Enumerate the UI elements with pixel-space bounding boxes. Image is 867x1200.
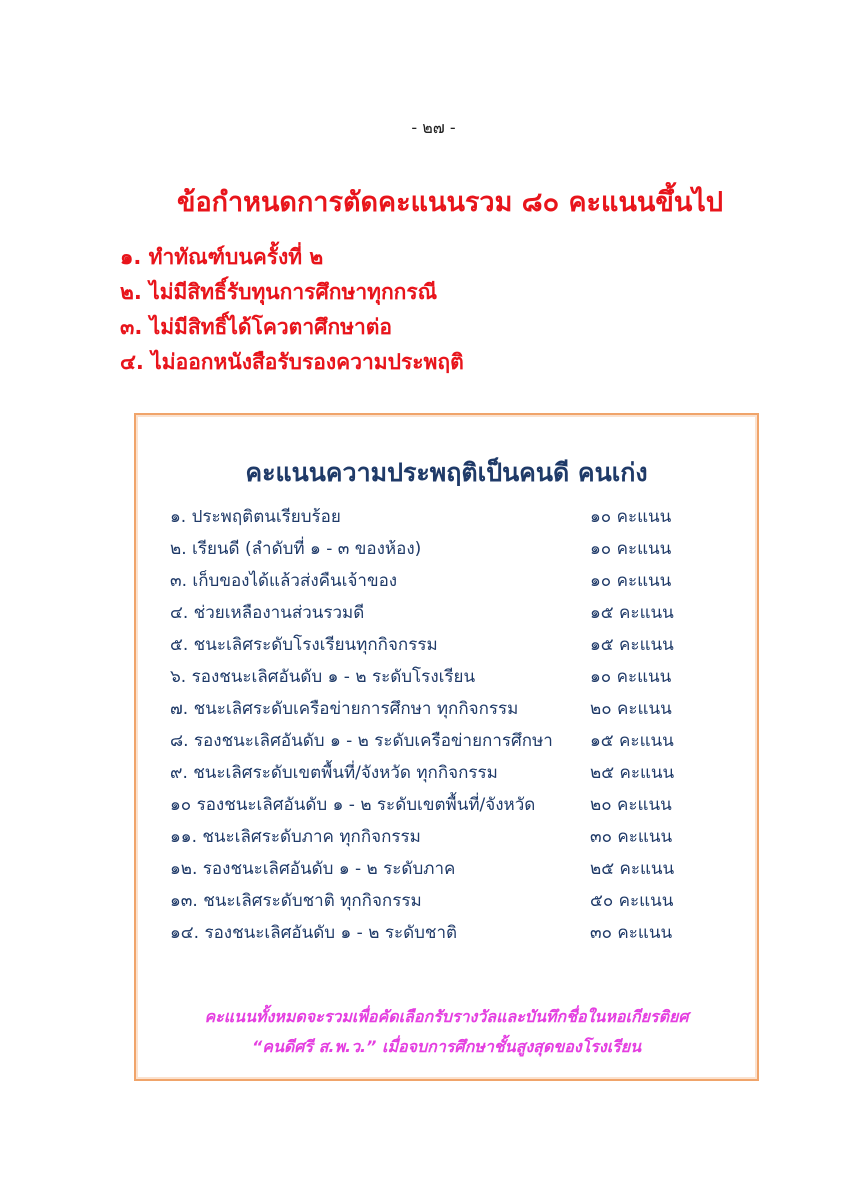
merit-points: ๒๕ คะแนน bbox=[590, 859, 675, 879]
merit-row bbox=[170, 757, 690, 789]
merit-points: ๒๐ คะแนน bbox=[590, 795, 672, 815]
merit-row bbox=[170, 693, 690, 725]
merit-row bbox=[170, 885, 690, 917]
merit-row bbox=[170, 789, 690, 821]
honor-hall-note-line: “คนดีศรี ส.พ.ว.” เมื่อจบการศึกษาชั้นสูงสุดของโรงเรียน bbox=[251, 1037, 642, 1056]
merit-points: ๑๐ คะแนน bbox=[590, 571, 672, 591]
merit-row bbox=[170, 853, 690, 885]
merit-label: ๖. รองชนะเลิศอันดับ ๑ - ๒ ระดับโรงเรียน bbox=[170, 667, 476, 687]
merit-points: ๑๐ คะแนน bbox=[590, 667, 672, 687]
merit-label: ๑๑. ชนะเลิศระดับภาค ทุกกิจกรรม bbox=[170, 827, 421, 847]
penalty-item: ๔. ไม่ออกหนังสือรับรองความประพฤติ bbox=[120, 350, 464, 374]
merit-list bbox=[170, 501, 690, 949]
merit-label: ๑๐ รองชนะเลิศอันดับ ๑ - ๒ ระดับเขตพื้นที่/จังหวัด bbox=[170, 795, 536, 815]
merit-row bbox=[170, 725, 690, 757]
merit-points: ๑๕ คะแนน bbox=[590, 731, 674, 751]
merit-row bbox=[170, 501, 690, 533]
merit-label: ๑๒. รองชนะเลิศอันดับ ๑ - ๒ ระดับภาค bbox=[170, 859, 456, 879]
honor-hall-note-line: คะแนนทั้งหมดจะรวมเพื่อคัดเลือกรับรางวัลและบันทึกชื่อในหอเกียรติยศ bbox=[204, 1007, 689, 1026]
merit-points: ๑๕ คะแนน bbox=[590, 635, 674, 655]
merit-points: ๓๐ คะแนน bbox=[590, 923, 673, 943]
merit-row bbox=[170, 597, 690, 629]
merit-points-box bbox=[134, 413, 759, 1081]
merit-label: ๑๔. รองชนะเลิศอันดับ ๑ - ๒ ระดับชาติ bbox=[170, 923, 458, 943]
merit-row bbox=[170, 917, 690, 949]
page-number: - ๒๗ - bbox=[411, 118, 456, 137]
merit-label: ๔. ช่วยเหลืองานส่วนรวมดี bbox=[170, 603, 365, 623]
merit-row bbox=[170, 533, 690, 565]
merit-label: ๘. รองชนะเลิศอันดับ ๑ - ๒ ระดับเครือข่ายการศึกษา bbox=[170, 731, 553, 751]
merit-points: ๒๕ คะแนน bbox=[590, 763, 675, 783]
honor-hall-note bbox=[136, 1002, 757, 1062]
penalty-list bbox=[120, 240, 464, 380]
merit-label: ๗. ชนะเลิศระดับเครือข่ายการศึกษา ทุกกิจกรรม bbox=[170, 699, 519, 719]
merit-label: ๓. เก็บของได้แล้วส่งคืนเจ้าของ bbox=[170, 571, 398, 591]
merit-points: ๒๐ คะแนน bbox=[590, 699, 672, 719]
merit-label: ๒. เรียนดี (ลำดับที่ ๑ - ๓ ของห้อง) bbox=[170, 539, 422, 559]
penalty-item: ๑. ทำทัณฑ์บนครั้งที่ ๒ bbox=[120, 245, 324, 269]
merit-points: ๕๐ คะแนน bbox=[590, 891, 674, 911]
merit-row bbox=[170, 821, 690, 853]
merit-box-title: คะแนนความประพฤติเป็นคนดี คนเก่ง bbox=[245, 458, 648, 487]
merit-points: ๑๐ คะแนน bbox=[590, 539, 672, 559]
penalty-item: ๓. ไม่มีสิทธิ์ได้โควตาศึกษาต่อ bbox=[120, 315, 393, 339]
merit-row bbox=[170, 565, 690, 597]
merit-label: ๕. ชนะเลิศระดับโรงเรียนทุกกิจกรรม bbox=[170, 635, 438, 655]
merit-label: ๙. ชนะเลิศระดับเขตพื้นที่/จังหวัด ทุกกิจกรรม bbox=[170, 763, 498, 783]
merit-label: ๑๓. ชนะเลิศระดับชาติ ทุกกิจกรรม bbox=[170, 891, 422, 911]
merit-label: ๑. ประพฤติตนเรียบร้อย bbox=[170, 507, 341, 527]
merit-points: ๓๐ คะแนน bbox=[590, 827, 673, 847]
merit-points: ๑๐ คะแนน bbox=[590, 507, 672, 527]
main-title: ข้อกำหนดการตัดคะแนนรวม ๘๐ คะแนนขึ้นไป bbox=[176, 187, 723, 218]
merit-row bbox=[170, 661, 690, 693]
penalty-item: ๒. ไม่มีสิทธิ์รับทุนการศึกษาทุกกรณี bbox=[120, 280, 438, 304]
merit-points: ๑๕ คะแนน bbox=[590, 603, 674, 623]
merit-row bbox=[170, 629, 690, 661]
